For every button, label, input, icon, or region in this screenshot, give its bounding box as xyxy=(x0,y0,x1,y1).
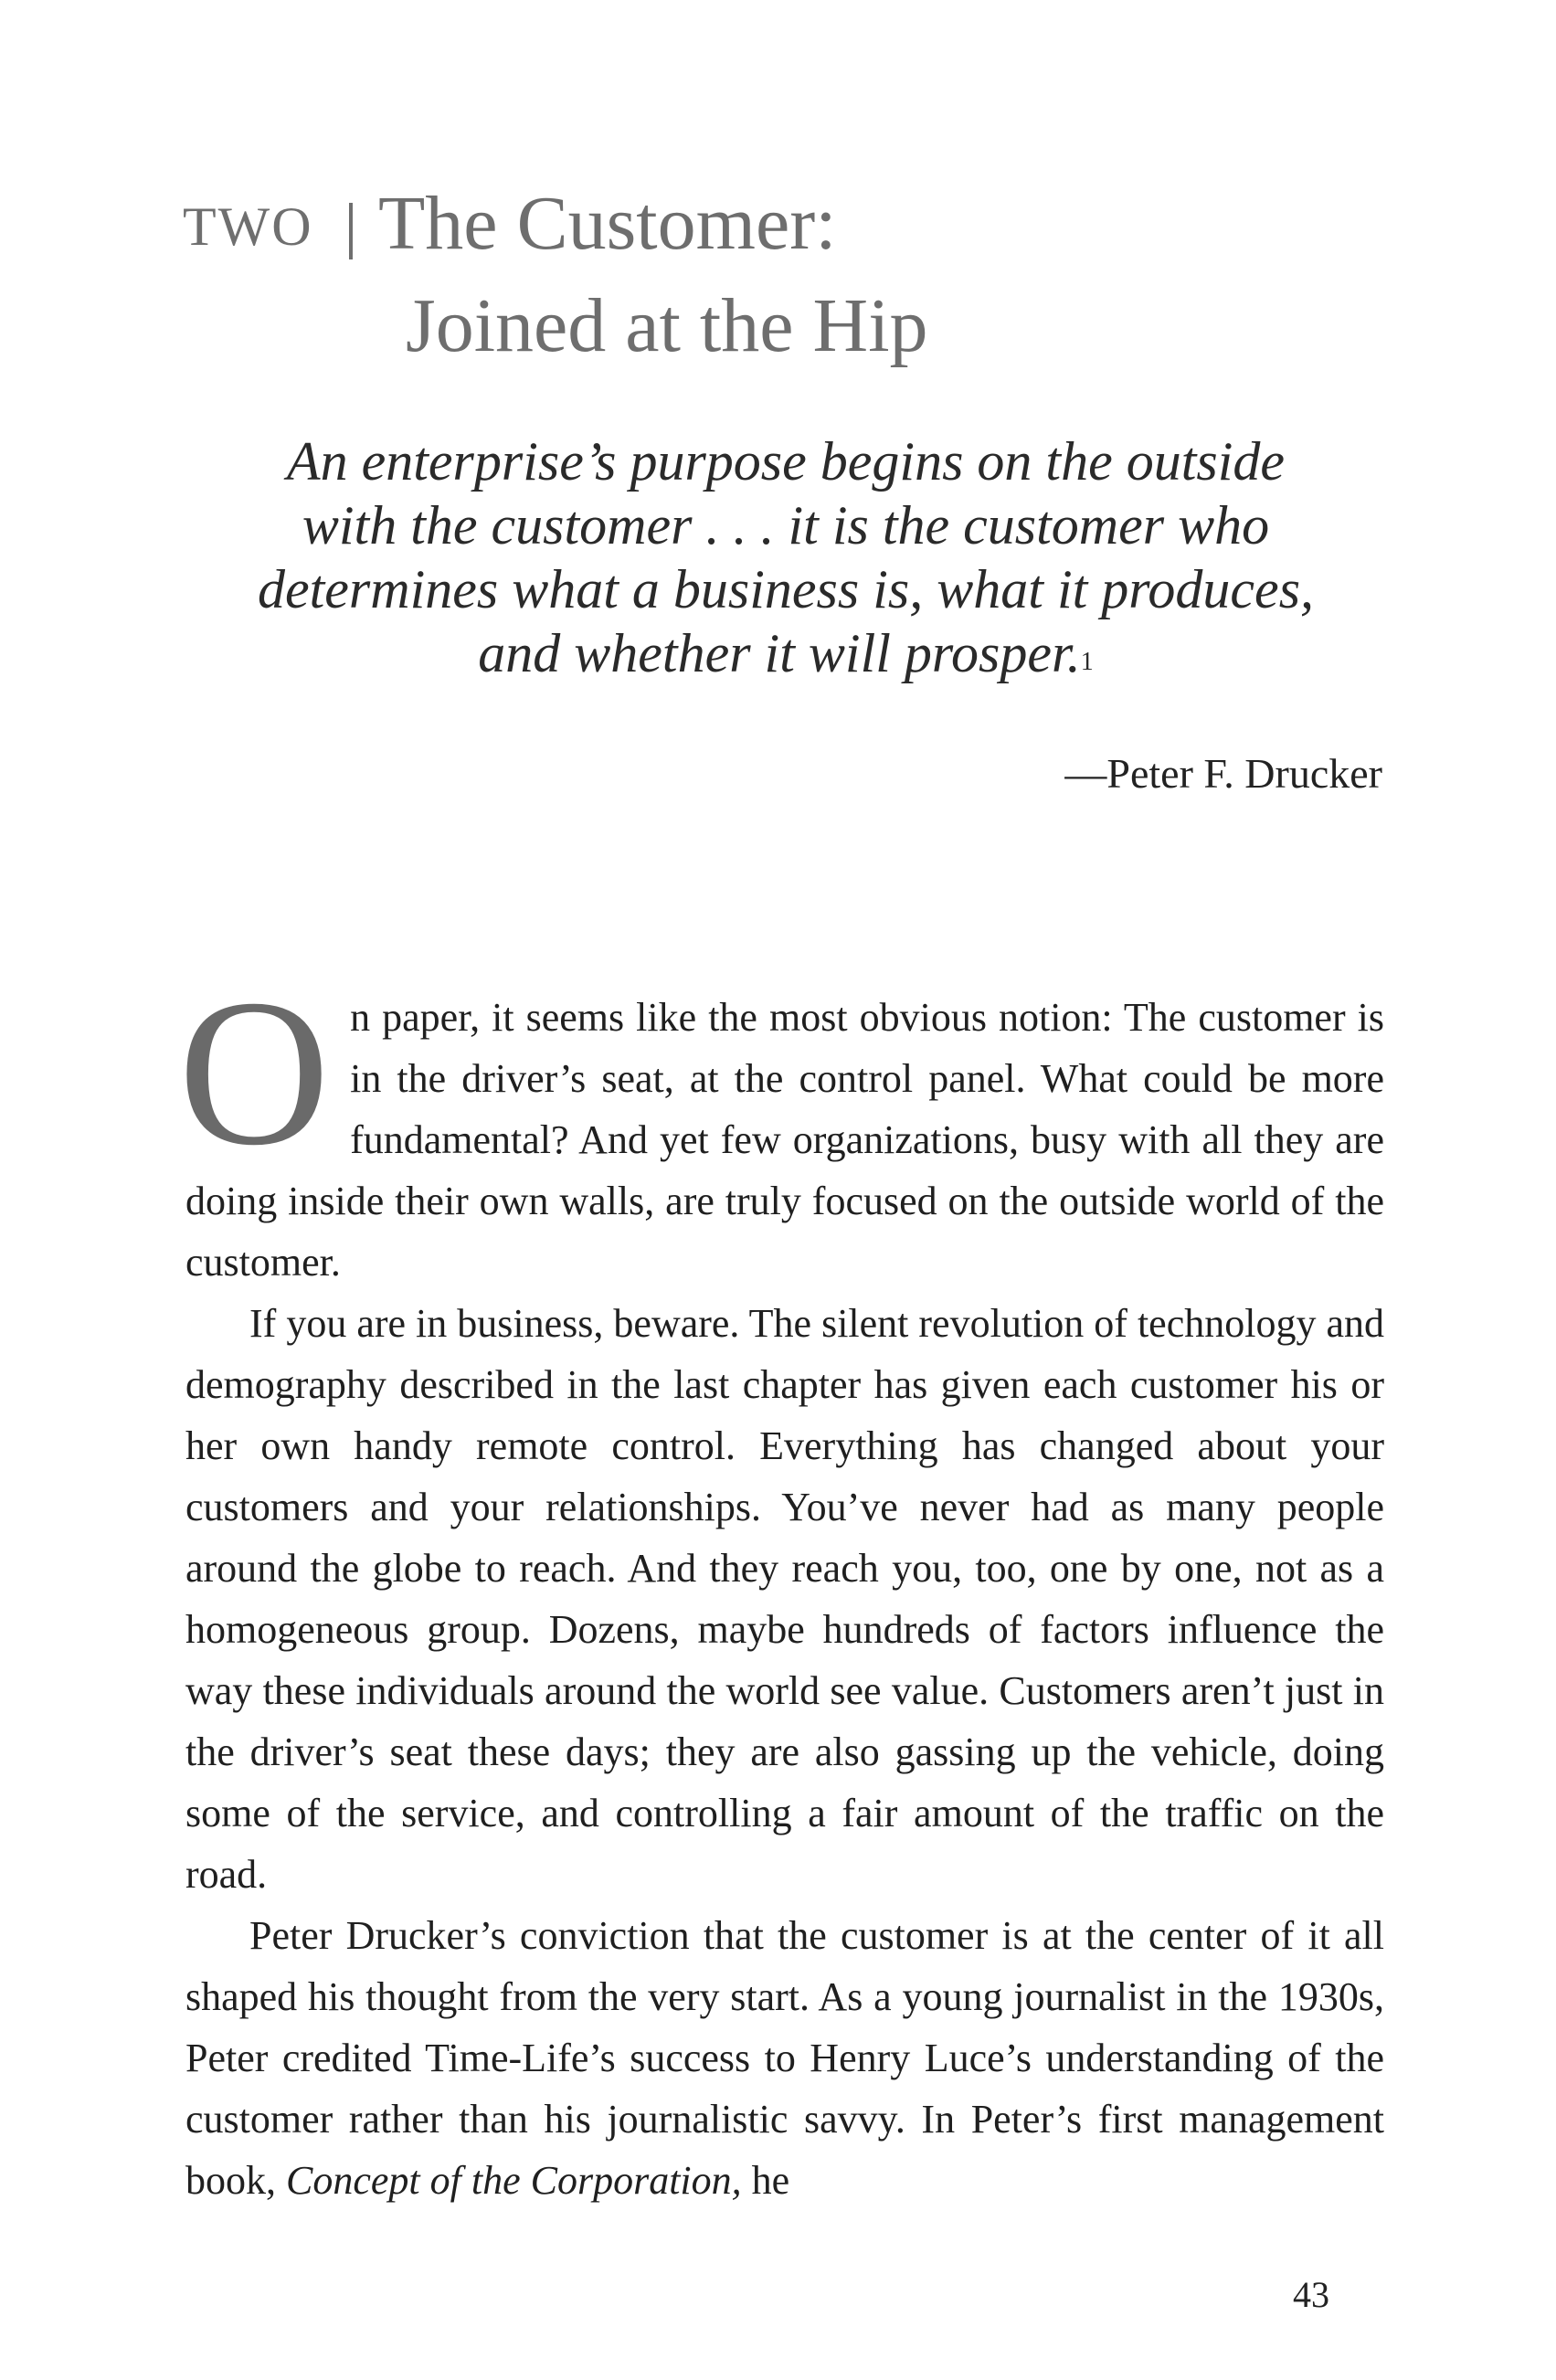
epigraph-line-1: An enterprise’s purpose begins on the outside xyxy=(286,431,1286,492)
book-title: Concept of the Corporation, xyxy=(286,2158,742,2203)
epigraph-attribution: —Peter F. Drucker xyxy=(1064,750,1382,797)
epigraph-line-2: with the customer . . . it is the customer who xyxy=(302,495,1270,555)
paragraph-3-text-b: he xyxy=(741,2158,790,2203)
paragraph-3 xyxy=(185,1905,1384,2211)
body-text xyxy=(178,956,1384,2211)
paragraph-1-text: n paper, it seems like the most obvious notion: The customer is in the driver’s seat, at the control panel. What could be more fundamental? And yet few organizations, busy with all they are doing inside their own walls, are truly focused on the outside world of the customer. xyxy=(185,995,1384,1285)
chapter-number: TWO xyxy=(183,196,313,257)
paragraph-2: If you are in business, beware. The silent revolution of technology and demography described in the last chapter has given each customer his or her own handy remote control. Everything has changed about your customers and your relationships. You’ve never had as many people around the globe to reach. And they reach you, too, one by one, not as a homogeneous group. Dozens, maybe hundreds of factors influence the way these individuals around the world see value. Customers aren’t just in the driver’s seat these days; they are also gassing up the vehicle, doing some of the service, and controlling a fair amount of the traffic on the road. xyxy=(185,1301,1384,1897)
paragraph-3-text-a: Peter Drucker’s conviction that the customer is at the center of it all shaped his thought from the very start. As a young journalist in the 1930s, Peter credited Time-Life’s success to Henry Luce’s understanding of the customer rather than his journalistic savvy. In Peter’s first management book, xyxy=(185,1913,1384,2203)
epigraph-line-4-wrapper xyxy=(183,621,1389,685)
drop-cap: O xyxy=(178,956,331,1189)
chapter-title-line-1: The Customer: xyxy=(378,181,837,266)
chapter-title-line-2: Joined at the Hip xyxy=(406,283,928,368)
chapter-divider xyxy=(349,203,353,259)
epigraph-line-4: and whether it will prosper. xyxy=(478,623,1081,683)
epigraph-line-3: determines what a business is, what it produces, xyxy=(257,559,1315,619)
epigraph xyxy=(183,429,1389,685)
footnote-marker[interactable]: 1 xyxy=(1080,648,1094,676)
page-number: 43 xyxy=(1293,2274,1329,2315)
paragraph-1 xyxy=(178,956,1384,1293)
chapter-heading xyxy=(183,179,1425,398)
